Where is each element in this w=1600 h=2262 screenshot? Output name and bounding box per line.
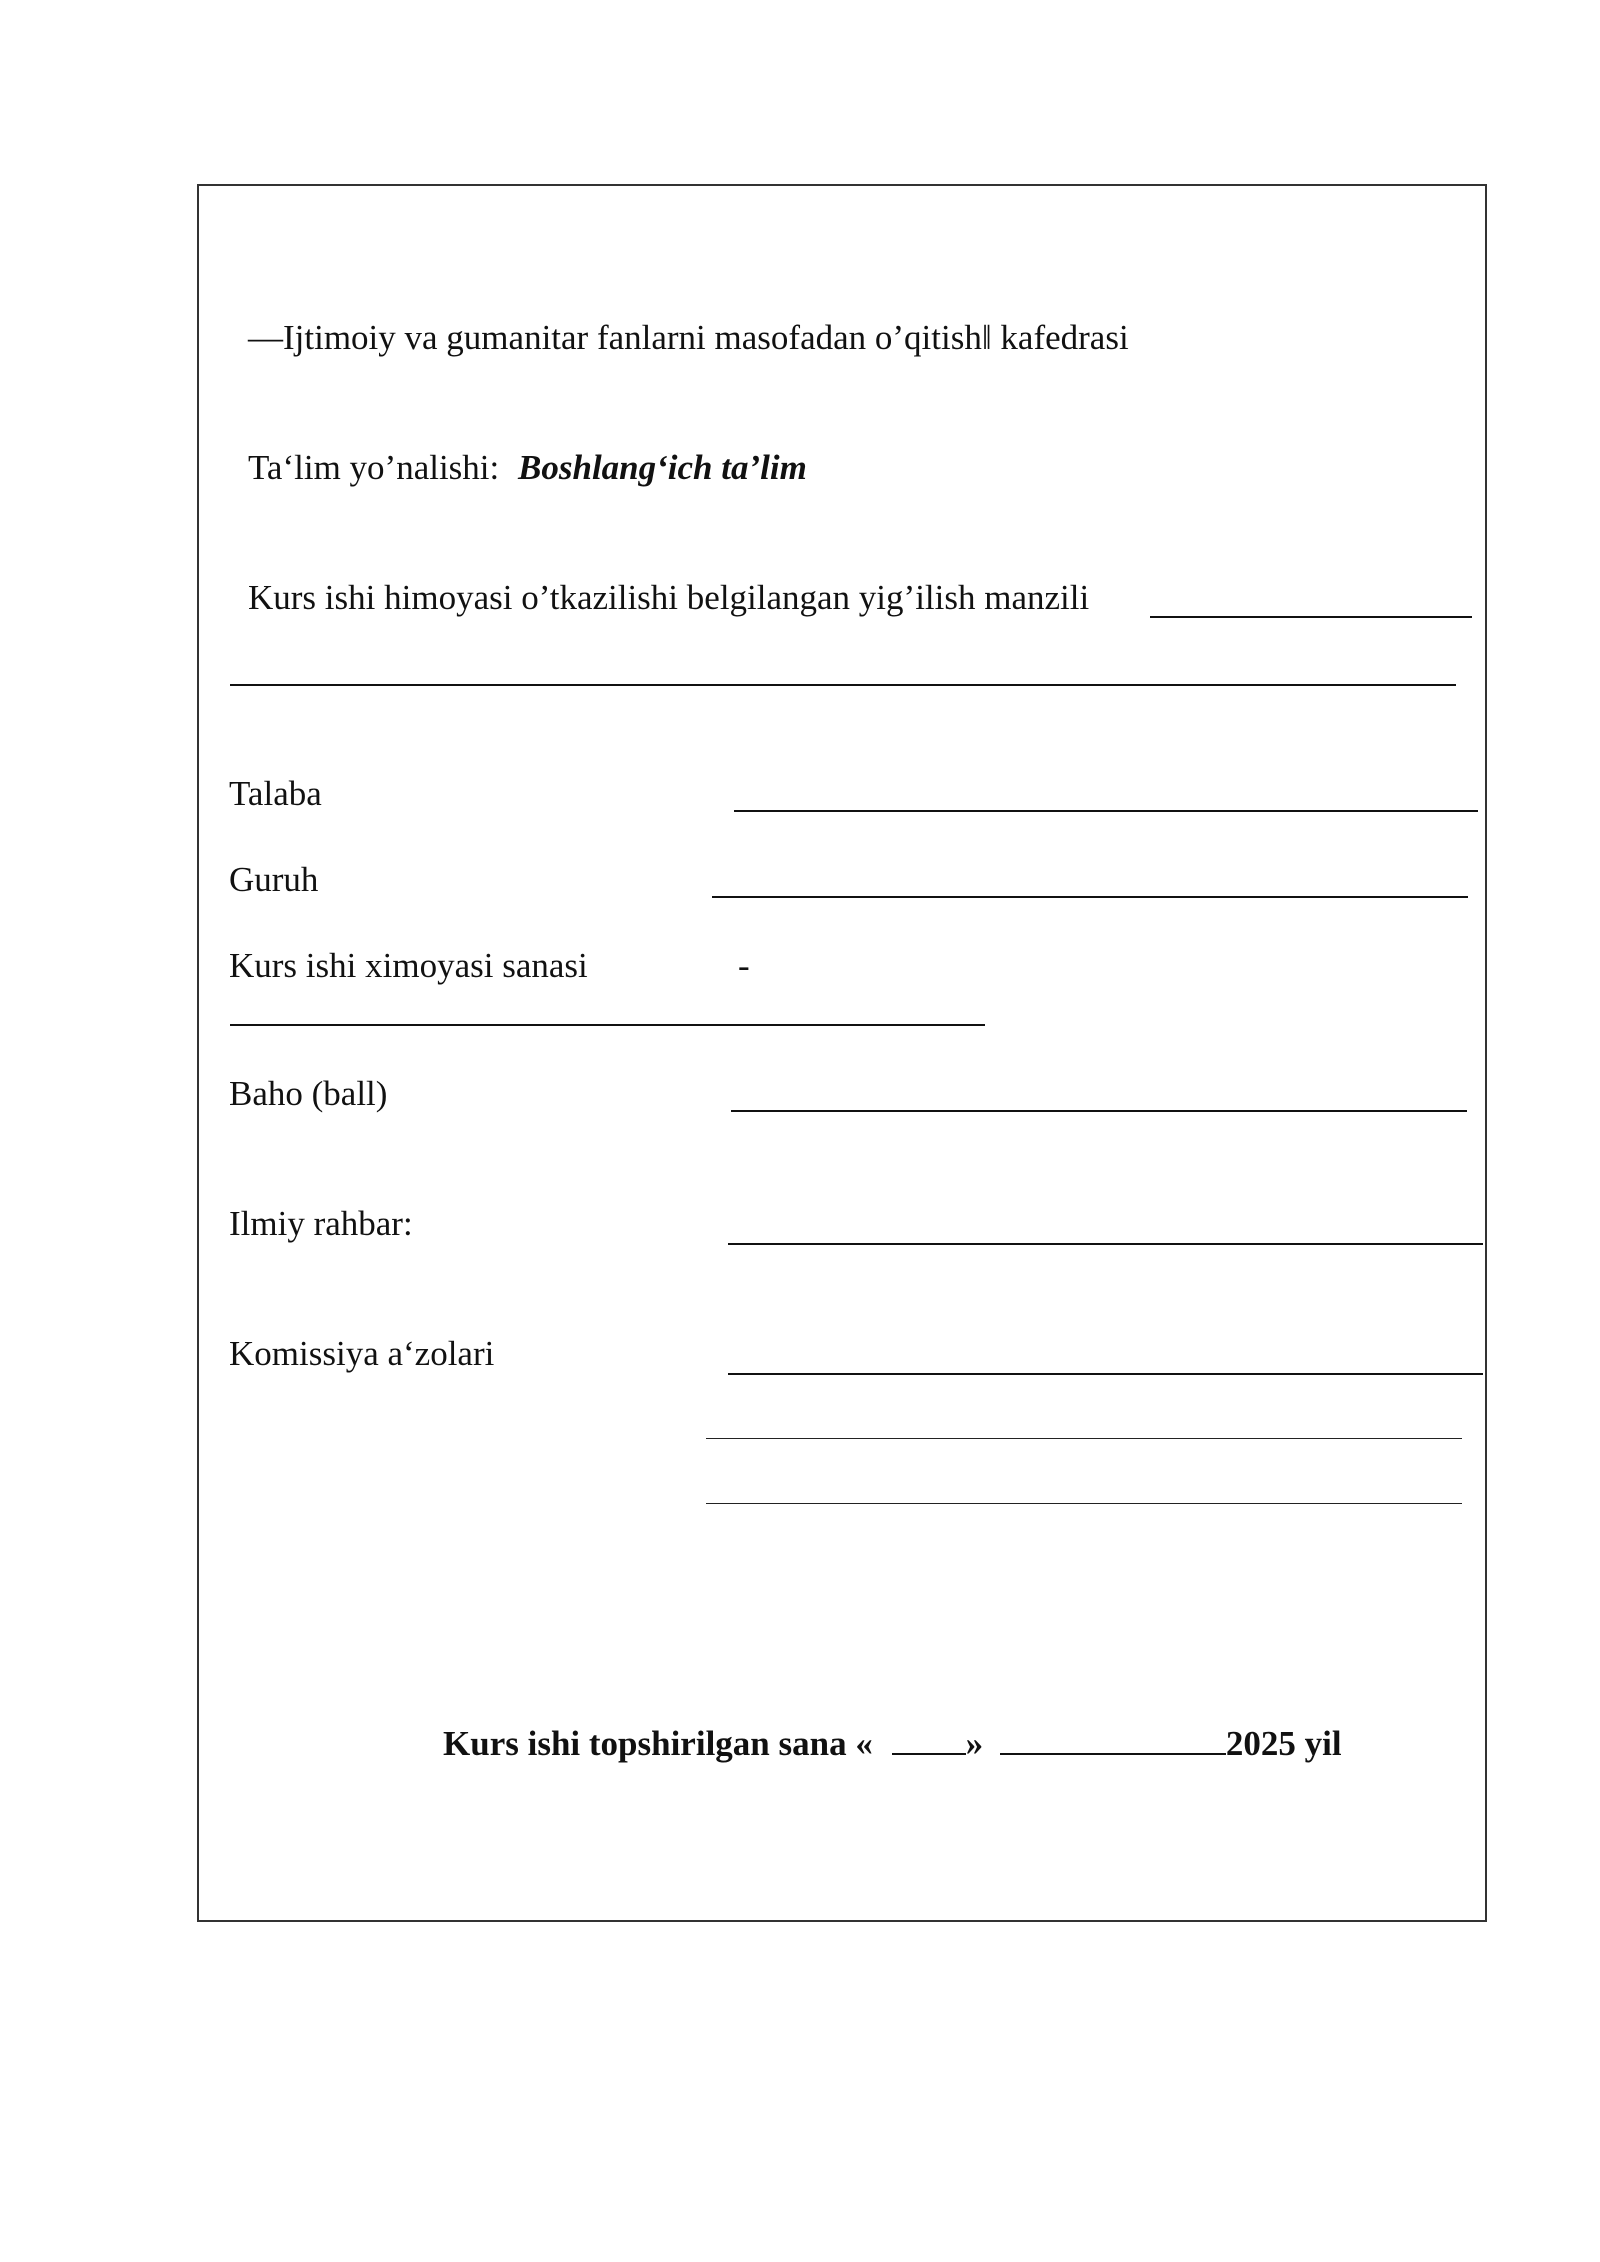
submission-mid: »	[965, 1724, 984, 1763]
defense-date-blank[interactable]	[230, 1024, 985, 1026]
submission-date-row	[443, 1724, 1342, 1764]
venue-blank-2[interactable]	[230, 684, 1456, 686]
supervisor-blank[interactable]	[728, 1243, 1483, 1245]
direction-row	[248, 448, 807, 488]
grade-label: Baho (ball)	[229, 1074, 388, 1113]
student-blank[interactable]	[734, 810, 1478, 812]
committee-blank-2[interactable]	[706, 1438, 1462, 1439]
submission-month-blank[interactable]	[1000, 1725, 1226, 1755]
submission-prefix: Kurs ishi topshirilgan sana «	[443, 1724, 873, 1763]
department-title: —Ijtimoiy va gumanitar fanlarni masofadan o’qitish‖ kafedrasi	[248, 318, 1129, 357]
group-blank[interactable]	[712, 896, 1468, 898]
direction-value: Boshlang‘ich ta’lim	[518, 448, 807, 487]
form-frame	[197, 184, 1487, 1922]
defense-date-dash: -	[738, 946, 750, 985]
direction-label: Ta‘lim yo’nalishi:	[248, 448, 500, 487]
submission-day-blank[interactable]	[892, 1725, 966, 1755]
student-label: Talaba	[229, 774, 322, 813]
grade-blank[interactable]	[731, 1110, 1467, 1112]
committee-blank-1[interactable]	[728, 1373, 1483, 1375]
committee-blank-3[interactable]	[706, 1503, 1462, 1504]
venue-blank-1[interactable]	[1150, 616, 1472, 618]
group-label: Guruh	[229, 860, 319, 899]
submission-suffix: 2025 yil	[1225, 1724, 1342, 1763]
venue-label: Kurs ishi himoyasi o’tkazilishi belgilangan yig’ilish manzili	[248, 578, 1090, 617]
committee-label: Komissiya a‘zolari	[229, 1334, 495, 1373]
supervisor-label: Ilmiy rahbar:	[229, 1204, 413, 1243]
defense-date-label: Kurs ishi ximoyasi sanasi	[229, 946, 588, 985]
